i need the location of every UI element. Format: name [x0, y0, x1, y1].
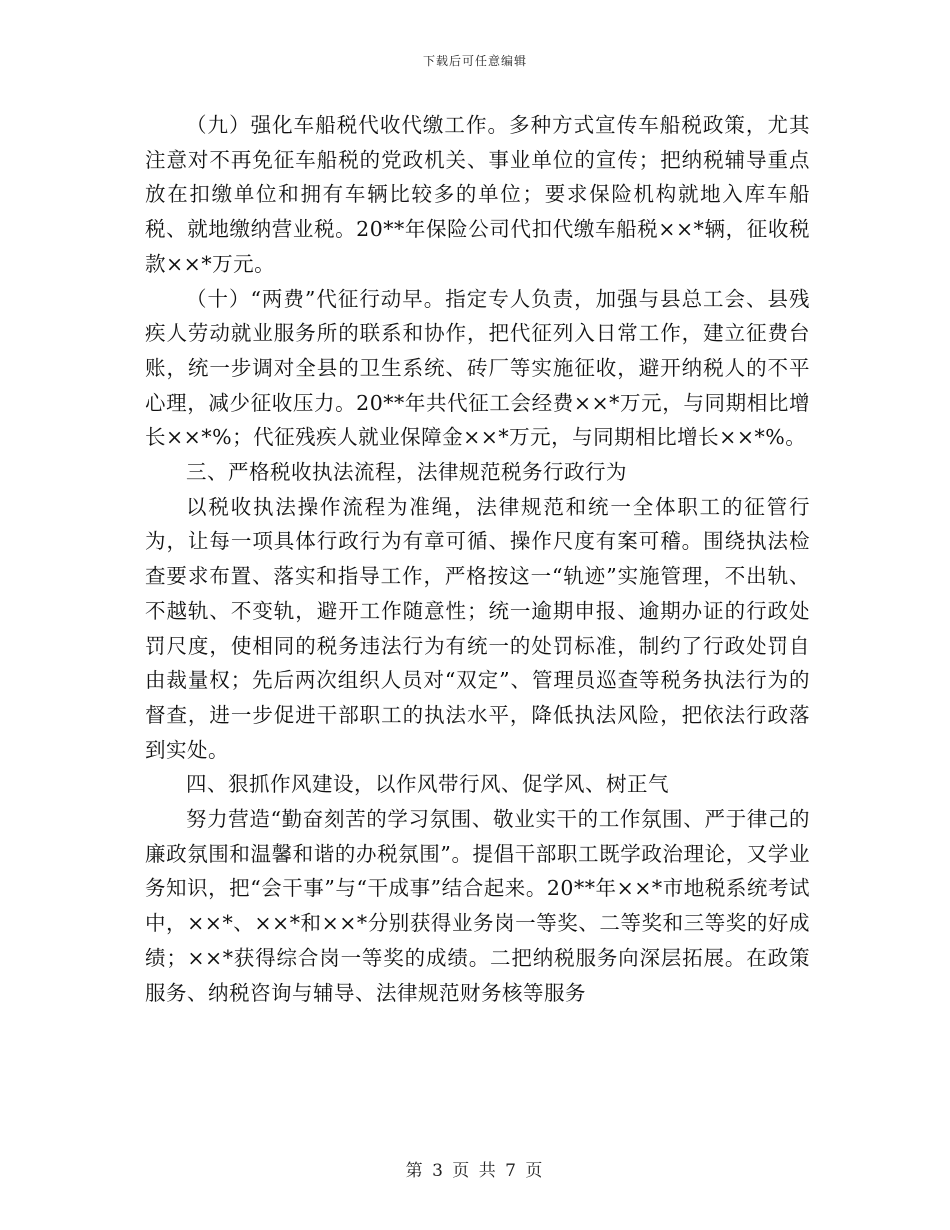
section-heading-4: 四、狠抓作风建设，以作风带行风、促学风、树正气: [186, 772, 669, 797]
section-heading-3: 三、严格税收执法流程，法律规范税务行政行为: [186, 460, 627, 485]
paragraph-work-style: 努力营造“勤奋刻苦的学习氛围、敬业实干的工作氛围、严于律己的廉政氛围和温馨和谐的办税氛围”。提倡干部职工既学政治理论，又学业务知识，把“会干事”与“干成事”结合起来。20**年××*市地税系统考试中，××*、××*和××*分别获得业务岗一等奖、二等奖和三等奖的好成绩；××*获得综合岗一等奖的成绩。二把纳税服务向深层拓展。在政策服务、纳税咨询与辅导、法律规范财务核等服务: [145, 807, 810, 1005]
document-body: [145, 108, 810, 1010]
page-header-note: 下载后可任意编辑: [422, 54, 527, 68]
paragraph-vehicle-tax: （九）强化车船税代收代缴工作。多种方式宣传车船税政策，尤其注意对不再免征车船税的党政机关、事业单位的宣传；把纳税辅导重点放在扣缴单位和拥有车辆比较多的单位；要求保险机构就地入库车船税、就地缴纳营业税。20**年保险公司代扣代缴车船税××*辆，征收税款××*万元。: [145, 113, 810, 276]
paragraph-two-fees: （十）“两费”代征行动早。指定专人负责，加强与县总工会、县残疾人劳动就业服务所的联系和协作，把代征列入日常工作，建立征费台账，统一步调对全县的卫生系统、砖厂等实施征收，避开纳税人的不平心理，减少征收压力。20**年共代征工会经费××*万元，与同期相比增长××*%；代征残疾人就业保障金××*万元，与同期相比增长××*%。: [145, 286, 810, 450]
page-number: 第 3 页 共 7 页: [405, 1161, 545, 1181]
paragraph-enforcement: 以税收执法操作流程为准绳，法律规范和统一全体职工的征管行为，让每一项具体行政行为有章可循、操作尺度有案可稽。围绕执法检查要求布置、落实和指导工作，严格按这一“轨迹”实施管理，不出轨、不越轨、不变轨，避开工作随意性；统一逾期申报、逾期办证的行政处罚尺度，使相同的税务违法行为有统一的处罚标准，制约了行政处罚自由裁量权；先后两次组织人员对“双定”、管理员巡查等税务执法行为的督查，进一步促进干部职工的执法水平，降低执法风险，把依法行政落到实处。: [145, 494, 810, 762]
